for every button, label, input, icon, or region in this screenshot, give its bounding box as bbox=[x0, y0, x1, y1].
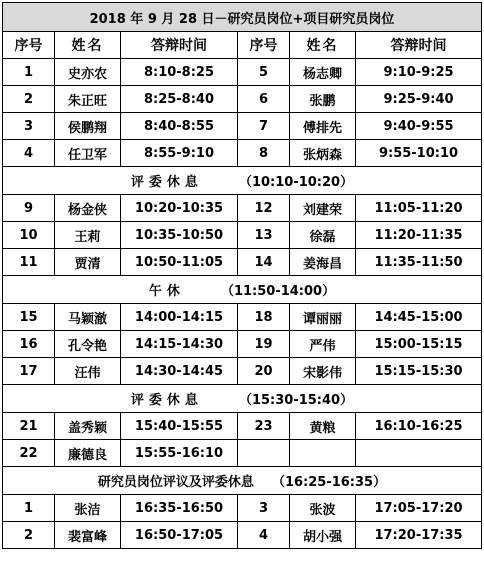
seq-cell: 3 bbox=[3, 113, 55, 140]
header-time-2: 答辩时间 bbox=[356, 32, 482, 59]
time-cell: 17:20-17:35 bbox=[356, 522, 482, 549]
time-cell: 11:20-11:35 bbox=[356, 222, 482, 249]
name-cell: 侯鹏翔 bbox=[55, 113, 121, 140]
break-cell bbox=[3, 167, 482, 195]
table-row bbox=[3, 113, 482, 140]
time-cell: 8:25-8:40 bbox=[121, 86, 238, 113]
header-row bbox=[3, 32, 482, 59]
break-time: （15:30-15:40） bbox=[238, 393, 354, 408]
name-cell: 张炳森 bbox=[290, 140, 356, 167]
name-cell: 贾清 bbox=[55, 249, 121, 276]
break-time: （10:10-10:20） bbox=[238, 175, 354, 190]
seq-cell: 17 bbox=[3, 358, 55, 385]
name-cell: 裴富峰 bbox=[55, 522, 121, 549]
name-cell: 刘建荣 bbox=[290, 195, 356, 222]
table-row bbox=[3, 413, 482, 440]
time-cell: 15:00-15:15 bbox=[356, 331, 482, 358]
seq-cell: 5 bbox=[238, 59, 290, 86]
name-cell: 姜海昌 bbox=[290, 249, 356, 276]
seq-cell: 3 bbox=[238, 495, 290, 522]
header-name-2: 姓名 bbox=[290, 32, 356, 59]
time-cell: 10:50-11:05 bbox=[121, 249, 238, 276]
seq-cell: 21 bbox=[3, 413, 55, 440]
title-row bbox=[3, 3, 482, 32]
time-cell: 9:40-9:55 bbox=[356, 113, 482, 140]
time-cell: 16:35-16:50 bbox=[121, 495, 238, 522]
break-cell bbox=[3, 385, 482, 413]
table-row bbox=[3, 249, 482, 276]
header-seq: 序号 bbox=[3, 32, 55, 59]
break-time: （11:50-14:00） bbox=[220, 284, 336, 299]
break-time: （16:25-16:35） bbox=[271, 475, 387, 490]
seq-cell: 1 bbox=[3, 59, 55, 86]
seq-cell: 14 bbox=[238, 249, 290, 276]
break-cell bbox=[3, 467, 482, 495]
time-cell: 14:45-15:00 bbox=[356, 304, 482, 331]
seq-cell: 7 bbox=[238, 113, 290, 140]
name-cell: 汪伟 bbox=[55, 358, 121, 385]
name-cell: 张波 bbox=[290, 495, 356, 522]
name-cell: 孔令艳 bbox=[55, 331, 121, 358]
table-row bbox=[3, 304, 482, 331]
table-row bbox=[3, 222, 482, 249]
seq-cell: 13 bbox=[238, 222, 290, 249]
time-cell: 17:05-17:20 bbox=[356, 495, 482, 522]
time-cell: 10:35-10:50 bbox=[121, 222, 238, 249]
time-cell: 14:30-14:45 bbox=[121, 358, 238, 385]
table-row bbox=[3, 140, 482, 167]
break-label: 研究员岗位评议及评委休息 bbox=[97, 475, 254, 490]
name-cell: 廉德良 bbox=[55, 440, 121, 467]
time-cell: 9:55-10:10 bbox=[356, 140, 482, 167]
seq-cell: 15 bbox=[3, 304, 55, 331]
time-cell: 8:40-8:55 bbox=[121, 113, 238, 140]
time-cell: 14:00-14:15 bbox=[121, 304, 238, 331]
time-cell: 15:15-15:30 bbox=[356, 358, 482, 385]
name-cell: 杨志卿 bbox=[290, 59, 356, 86]
time-cell: 16:50-17:05 bbox=[121, 522, 238, 549]
seq-cell: 10 bbox=[3, 222, 55, 249]
seq-cell: 4 bbox=[238, 522, 290, 549]
table-row bbox=[3, 522, 482, 549]
table-row bbox=[3, 358, 482, 385]
seq-cell: 18 bbox=[238, 304, 290, 331]
header-time: 答辩时间 bbox=[121, 32, 238, 59]
name-cell: 徐磊 bbox=[290, 222, 356, 249]
name-cell: 盖秀颖 bbox=[55, 413, 121, 440]
name-cell: 严伟 bbox=[290, 331, 356, 358]
name-cell: 史亦农 bbox=[55, 59, 121, 86]
time-cell: 16:10-16:25 bbox=[356, 413, 482, 440]
name-cell: 张洁 bbox=[55, 495, 121, 522]
seq-cell: 22 bbox=[3, 440, 55, 467]
name-cell: 宋影伟 bbox=[290, 358, 356, 385]
name-cell bbox=[290, 440, 356, 467]
time-cell: 9:25-9:40 bbox=[356, 86, 482, 113]
time-cell: 14:15-14:30 bbox=[121, 331, 238, 358]
seq-cell: 6 bbox=[238, 86, 290, 113]
seq-cell: 19 bbox=[238, 331, 290, 358]
break-cell bbox=[3, 276, 482, 304]
name-cell: 王莉 bbox=[55, 222, 121, 249]
seq-cell bbox=[238, 440, 290, 467]
defense-schedule-table bbox=[2, 2, 482, 549]
schedule-title: 2018 年 9 月 28 日－研究员岗位+项目研究员岗位 bbox=[3, 3, 482, 32]
seq-cell: 2 bbox=[3, 522, 55, 549]
seq-cell: 8 bbox=[238, 140, 290, 167]
seq-cell: 20 bbox=[238, 358, 290, 385]
table-row bbox=[3, 440, 482, 467]
time-cell: 15:40-15:55 bbox=[121, 413, 238, 440]
time-cell: 10:20-10:35 bbox=[121, 195, 238, 222]
seq-cell: 23 bbox=[238, 413, 290, 440]
seq-cell: 1 bbox=[3, 495, 55, 522]
break-row bbox=[3, 385, 482, 413]
name-cell: 胡小强 bbox=[290, 522, 356, 549]
time-cell: 11:35-11:50 bbox=[356, 249, 482, 276]
table-row bbox=[3, 86, 482, 113]
header-seq-2: 序号 bbox=[238, 32, 290, 59]
name-cell: 马颖澈 bbox=[55, 304, 121, 331]
time-cell: 8:10-8:25 bbox=[121, 59, 238, 86]
break-row bbox=[3, 276, 482, 304]
time-cell: 9:10-9:25 bbox=[356, 59, 482, 86]
name-cell: 张鹏 bbox=[290, 86, 356, 113]
break-row bbox=[3, 467, 482, 495]
table-row bbox=[3, 195, 482, 222]
break-label: 午休 bbox=[148, 284, 185, 299]
time-cell bbox=[356, 440, 482, 467]
table-row bbox=[3, 59, 482, 86]
seq-cell: 16 bbox=[3, 331, 55, 358]
name-cell: 杨金侠 bbox=[55, 195, 121, 222]
break-row bbox=[3, 167, 482, 195]
time-cell: 11:05-11:20 bbox=[356, 195, 482, 222]
seq-cell: 12 bbox=[238, 195, 290, 222]
time-cell: 15:55-16:10 bbox=[121, 440, 238, 467]
table-row bbox=[3, 331, 482, 358]
name-cell: 黄粮 bbox=[290, 413, 356, 440]
name-cell: 傅排先 bbox=[290, 113, 356, 140]
name-cell: 任卫军 bbox=[55, 140, 121, 167]
header-name: 姓名 bbox=[55, 32, 121, 59]
seq-cell: 9 bbox=[3, 195, 55, 222]
seq-cell: 2 bbox=[3, 86, 55, 113]
seq-cell: 4 bbox=[3, 140, 55, 167]
seq-cell: 11 bbox=[3, 249, 55, 276]
name-cell: 朱正旺 bbox=[55, 86, 121, 113]
name-cell: 谭丽丽 bbox=[290, 304, 356, 331]
time-cell: 8:55-9:10 bbox=[121, 140, 238, 167]
break-label: 评委休息 bbox=[130, 393, 203, 408]
table-row bbox=[3, 495, 482, 522]
break-label: 评委休息 bbox=[130, 175, 203, 190]
